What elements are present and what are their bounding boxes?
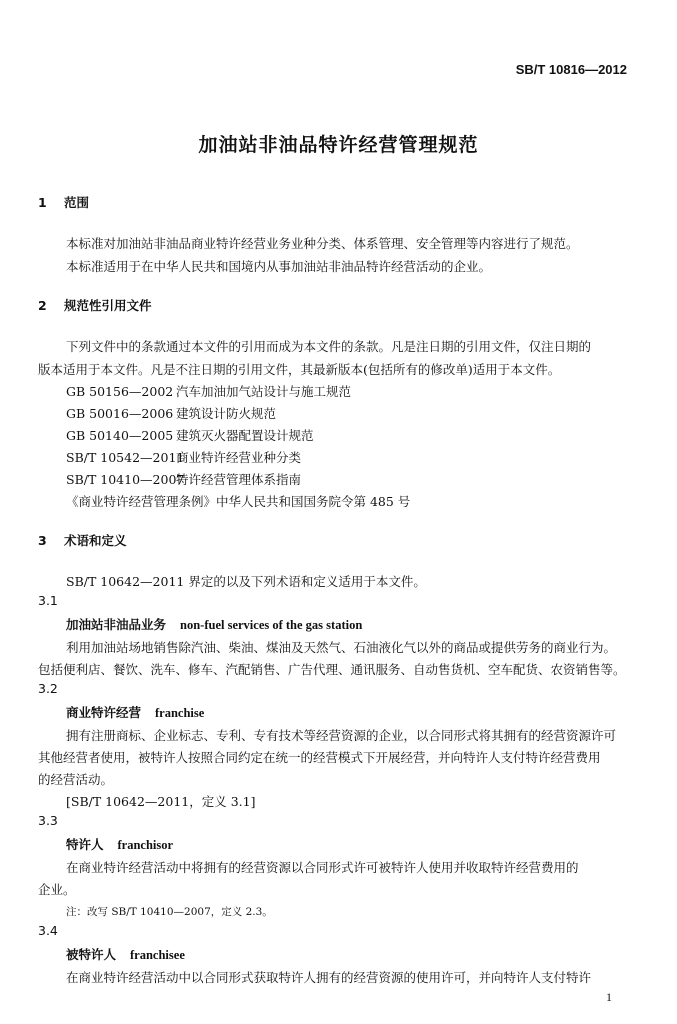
paragraph-line: 下列文件中的条款通过本文件的引用而成为本文件的条款。凡是注日期的引用文件，仅注日期的 — [66, 339, 592, 354]
reference-code: GB 50140—2005 — [66, 428, 174, 443]
definition-line: 在商业特许经营活动中以合同形式获取特许人拥有的经营资源的使用许可，并向特许人支付特许 — [66, 970, 592, 985]
definition-line: 利用加油站场地销售除汽油、柴油、煤油及天然气、石油液化气以外的商品或提供劳务的商业行为。 — [66, 640, 617, 655]
paragraph: SB/T 10642—2011 界定的以及下列术语和定义适用于本文件。 — [66, 574, 426, 589]
paragraph-line: 版本适用于本文件。凡是不注日期的引用文件，其最新版本(包括所有的修改单)适用于本文件。 — [38, 362, 561, 377]
section-title: 规范性引用文件 — [64, 298, 152, 313]
document-title: 加油站非油品特许经营管理规范 — [198, 134, 479, 156]
clause-number: 3.1 — [38, 593, 58, 608]
reference-name: 特许经营管理体系指南 — [176, 472, 302, 487]
term-heading — [66, 703, 204, 721]
section-number: 3 — [38, 533, 47, 548]
reference-code: SB/T 10410—2007 — [66, 472, 185, 487]
reference-item — [66, 381, 351, 403]
definition-line: 包括便利店、餐饮、洗车、修车、汽配销售、广告代理、通讯服务、自动售货机、空车配货、农资销售等。 — [38, 662, 626, 677]
reference-code: GB 50156—2002 — [66, 384, 174, 399]
term-heading — [66, 835, 173, 853]
note: 注：改写 SB/T 10410—2007，定义 2.3。 — [66, 906, 273, 918]
section-title: 范围 — [64, 195, 90, 210]
term-en: franchisor — [117, 838, 174, 852]
reference-name: 商业特许经营业种分类 — [176, 450, 302, 465]
reference-item — [66, 425, 314, 447]
term-zh: 被特许人 — [66, 947, 117, 962]
reference-name: 建筑灭火器配置设计规范 — [176, 428, 314, 443]
section-number: 2 — [38, 298, 47, 313]
definition-line: 企业。 — [38, 882, 76, 897]
standard-number: SB/T 10816—2012 — [515, 62, 627, 77]
term-zh: 商业特许经营 — [66, 705, 142, 720]
reference-name: 建筑设计防火规范 — [176, 406, 277, 421]
regulation-reference: 《商业特许经营管理条例》中华人民共和国国务院令第 485 号 — [66, 494, 411, 509]
section-2-heading — [38, 296, 152, 314]
definition-line: 的经营活动。 — [38, 772, 114, 787]
section-3-heading — [38, 531, 127, 549]
definition-line: 其他经营者使用，被特许人按照合同约定在统一的经营模式下开展经营，并向特许人支付特许经营费用 — [38, 750, 601, 765]
section-number: 1 — [38, 195, 47, 210]
page-number: 1 — [606, 990, 612, 1004]
term-en: non-fuel services of the gas station — [180, 618, 363, 632]
term-heading — [66, 945, 185, 963]
section-1-heading — [38, 193, 89, 211]
section-title: 术语和定义 — [64, 533, 127, 548]
clause-number: 3.4 — [38, 923, 58, 938]
paragraph: 本标准适用于在中华人民共和国境内从事加油站非油品特许经营活动的企业。 — [66, 259, 492, 274]
reference-item — [66, 447, 301, 469]
reference-item — [66, 469, 301, 491]
reference-item — [66, 403, 276, 425]
clause-number: 3.3 — [38, 813, 58, 828]
term-en: franchisee — [130, 948, 185, 962]
paragraph: 本标准对加油站非油品商业特许经营业务业种分类、体系管理、安全管理等内容进行了规范。 — [66, 236, 579, 251]
reference-code: GB 50016—2006 — [66, 406, 174, 421]
definition-source: [SB/T 10642—2011，定义 3.1] — [66, 794, 256, 809]
term-en: franchise — [155, 706, 205, 720]
term-heading — [66, 615, 362, 633]
term-zh: 加油站非油品业务 — [66, 617, 167, 632]
definition-line: 在商业特许经营活动中将拥有的经营资源以合同形式许可被特许人使用并收取特许经营费用的 — [66, 860, 579, 875]
term-zh: 特许人 — [66, 837, 104, 852]
reference-code: SB/T 10542—2011 — [66, 450, 185, 465]
clause-number: 3.2 — [38, 681, 58, 696]
definition-line: 拥有注册商标、企业标志、专利、专有技术等经营资源的企业，以合同形式将其拥有的经营资源许可 — [66, 728, 617, 743]
reference-name: 汽车加油加气站设计与施工规范 — [176, 384, 352, 399]
